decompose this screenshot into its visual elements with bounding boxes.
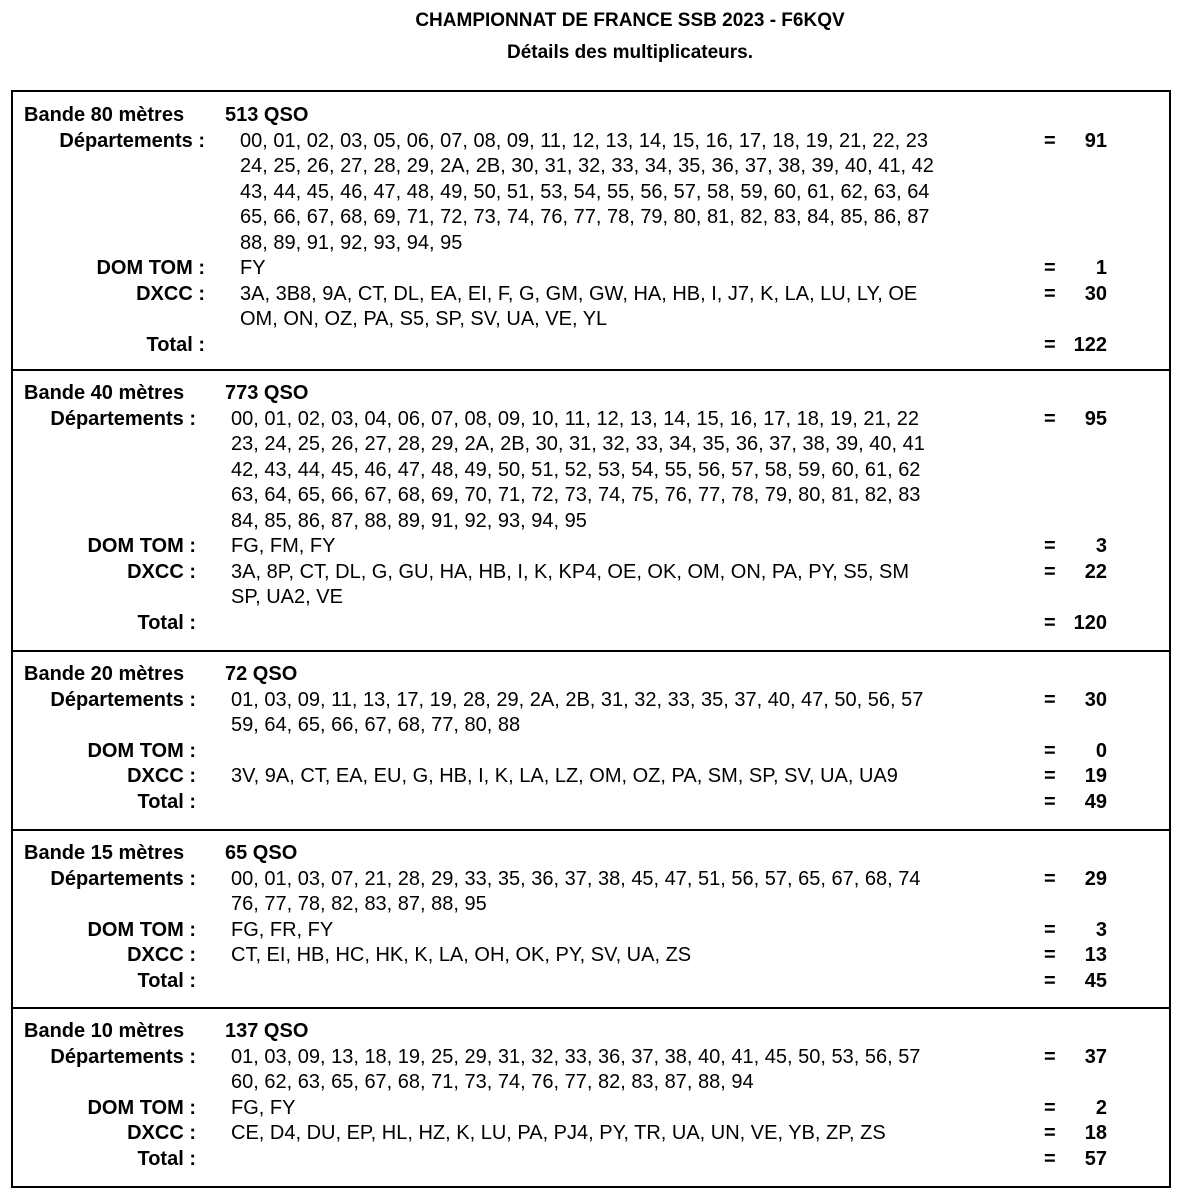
domtom-count: 3 — [1095, 535, 1107, 557]
domtom-count: 2 — [1095, 1096, 1107, 1119]
departements-values: 59, 64, 65, 66, 67, 68, 77, 80, 88 — [231, 714, 521, 736]
departements-values: 00, 01, 03, 07, 21, 28, 29, 33, 35, 36, 37, 38, 45, 47, 51, 56, 57, 65, 67, 68, 74 — [231, 867, 921, 890]
departements-values: 65, 66, 67, 68, 69, 71, 72, 73, 74, 76, 77, 78, 79, 80, 81, 82, 83, 84, 85, 86, 87 — [240, 206, 930, 228]
table-row — [13, 1147, 1169, 1172]
departements-values: 88, 89, 91, 92, 93, 94, 95 — [240, 231, 463, 254]
equals-sign: = — [1044, 867, 1056, 890]
table-row — [13, 458, 1169, 483]
dxcc-values: CT, EI, HB, HC, HK, K, LA, OH, OK, PY, SV, UA, ZS — [231, 944, 692, 966]
equals-sign: = — [1044, 1096, 1056, 1119]
band-section — [11, 651, 1171, 831]
domtom-values: FY — [240, 257, 266, 279]
departements-count: 95 — [1084, 407, 1107, 430]
departements-count: 29 — [1084, 867, 1107, 890]
qso-count: 513 QSO — [225, 104, 309, 126]
domtom-values: FG, FR, FY — [231, 918, 334, 941]
departements-values: 42, 43, 44, 45, 46, 47, 48, 49, 50, 51, 52, 53, 54, 55, 56, 57, 58, 59, 60, 61, 62 — [231, 458, 921, 481]
table-row — [13, 867, 1169, 892]
departements-values: 63, 64, 65, 66, 67, 68, 69, 70, 71, 72, 73, 74, 75, 76, 77, 78, 79, 80, 81, 82, 83 — [231, 484, 921, 506]
table-row — [13, 611, 1169, 636]
departements-count: 30 — [1084, 688, 1107, 711]
equals-sign: = — [1044, 333, 1056, 356]
departements-values: 76, 77, 78, 82, 83, 87, 88, 95 — [231, 893, 487, 915]
table-row — [13, 180, 1169, 205]
qso-count: 137 QSO — [225, 1020, 309, 1042]
table-row — [13, 154, 1169, 179]
band-name: Bande 10 mètres — [24, 1020, 185, 1042]
qso-count: 65 QSO — [225, 842, 298, 864]
departements-label: Départements : — [50, 407, 196, 430]
table-row — [13, 1070, 1169, 1095]
equals-sign: = — [1044, 611, 1056, 634]
band-section — [11, 370, 1171, 652]
total-count: 57 — [1084, 1147, 1107, 1170]
table-row — [13, 381, 1169, 406]
equals-sign: = — [1044, 739, 1056, 762]
dxcc-count: 19 — [1084, 765, 1107, 787]
equals-sign: = — [1044, 282, 1056, 305]
table-row — [13, 333, 1169, 358]
domtom-count: 1 — [1095, 257, 1107, 279]
domtom-label: DOM TOM : — [87, 739, 196, 762]
domtom-label: DOM TOM : — [87, 1096, 196, 1119]
table-row — [13, 534, 1169, 559]
band-name: Bande 80 mètres — [24, 104, 185, 126]
table-row — [13, 892, 1169, 917]
equals-sign: = — [1044, 560, 1056, 583]
table-row — [13, 483, 1169, 508]
equals-sign: = — [1044, 1122, 1056, 1144]
equals-sign: = — [1044, 535, 1056, 557]
total-label: Total : — [137, 969, 196, 992]
table-row — [13, 560, 1169, 585]
domtom-values: FG, FY — [231, 1096, 296, 1119]
equals-sign: = — [1044, 688, 1056, 711]
table-row — [13, 764, 1169, 789]
page-subtitle: Détails des multiplicateurs. — [506, 42, 754, 63]
table-row — [13, 1045, 1169, 1070]
departements-values: 23, 24, 25, 26, 27, 28, 29, 2A, 2B, 30, 31, 32, 33, 34, 35, 36, 37, 38, 39, 40, 41 — [231, 433, 925, 455]
total-label: Total : — [137, 1147, 196, 1170]
qso-count: 72 QSO — [225, 663, 298, 685]
table-row — [13, 432, 1169, 457]
domtom-label: DOM TOM : — [96, 257, 205, 279]
dxcc-values: CE, D4, DU, EP, HL, HZ, K, LU, PA, PJ4, PY, TR, UA, UN, VE, YB, ZP, ZS — [231, 1122, 886, 1144]
domtom-count: 0 — [1095, 739, 1107, 762]
table-row — [13, 509, 1169, 534]
departements-count: 91 — [1084, 129, 1107, 152]
table-row — [13, 585, 1169, 610]
table-row — [13, 1096, 1169, 1121]
departements-values: 01, 03, 09, 11, 13, 17, 19, 28, 29, 2A, 2B, 31, 32, 33, 35, 37, 40, 47, 50, 56, 57 — [231, 688, 924, 711]
table-row — [13, 205, 1169, 230]
table-row — [13, 943, 1169, 968]
table-row — [13, 103, 1169, 128]
table-row — [13, 918, 1169, 943]
total-count: 45 — [1084, 969, 1107, 992]
dxcc-label: DXCC : — [127, 1122, 196, 1144]
table-row — [13, 129, 1169, 154]
equals-sign: = — [1044, 790, 1056, 813]
qso-count: 773 QSO — [225, 382, 309, 404]
equals-sign: = — [1044, 129, 1056, 152]
table-row — [13, 739, 1169, 764]
table-row — [13, 1019, 1169, 1044]
dxcc-values: SP, UA2, VE — [231, 586, 343, 608]
table-row — [13, 231, 1169, 256]
band-section — [11, 1008, 1171, 1188]
total-count: 122 — [1073, 333, 1107, 356]
band-name: Bande 40 mètres — [24, 382, 185, 404]
equals-sign: = — [1044, 1045, 1056, 1068]
table-row — [13, 1121, 1169, 1146]
dxcc-values: 3A, 8P, CT, DL, G, GU, HA, HB, I, K, KP4, OE, OK, OM, ON, PA, PY, S5, SM — [231, 560, 909, 583]
departements-label: Départements : — [59, 129, 205, 152]
dxcc-count: 22 — [1084, 560, 1107, 583]
equals-sign: = — [1044, 918, 1056, 941]
table-row — [13, 662, 1169, 687]
total-count: 49 — [1084, 790, 1107, 813]
domtom-values: FG, FM, FY — [231, 535, 336, 557]
table-row — [13, 256, 1169, 281]
table-row — [13, 713, 1169, 738]
departements-values: 84, 85, 86, 87, 88, 89, 91, 92, 93, 94, 95 — [231, 509, 587, 532]
domtom-label: DOM TOM : — [87, 918, 196, 941]
total-label: Total : — [146, 333, 205, 356]
equals-sign: = — [1044, 969, 1056, 992]
table-row — [13, 841, 1169, 866]
band-section — [11, 830, 1171, 1009]
departements-values: 24, 25, 26, 27, 28, 29, 2A, 2B, 30, 31, 32, 33, 34, 35, 36, 37, 38, 39, 40, 41, 42 — [240, 155, 934, 177]
table-row — [13, 790, 1169, 815]
equals-sign: = — [1044, 257, 1056, 279]
band-name: Bande 20 mètres — [24, 663, 185, 685]
table-row — [13, 282, 1169, 307]
departements-values: 00, 01, 02, 03, 04, 06, 07, 08, 09, 10, 11, 12, 13, 14, 15, 16, 17, 18, 19, 21, 22 — [231, 407, 919, 430]
dxcc-values: 3A, 3B8, 9A, CT, DL, EA, EI, F, G, GM, GW, HA, HB, I, J7, K, LA, LU, LY, OE — [240, 282, 918, 305]
equals-sign: = — [1044, 407, 1056, 430]
total-label: Total : — [137, 611, 196, 634]
table-row — [13, 307, 1169, 332]
dxcc-label: DXCC : — [127, 765, 196, 787]
band-section — [11, 90, 1171, 371]
departements-values: 43, 44, 45, 46, 47, 48, 49, 50, 51, 53, 54, 55, 56, 57, 58, 59, 60, 61, 62, 63, 64 — [240, 180, 930, 203]
table-row — [13, 969, 1169, 994]
domtom-count: 3 — [1095, 918, 1107, 941]
dxcc-values: 3V, 9A, CT, EA, EU, G, HB, I, K, LA, LZ, OM, OZ, PA, SM, SP, SV, UA, UA9 — [231, 765, 898, 787]
departements-label: Départements : — [50, 1045, 196, 1068]
total-count: 120 — [1073, 611, 1107, 634]
dxcc-label: DXCC : — [136, 282, 205, 305]
departements-values: 01, 03, 09, 13, 18, 19, 25, 29, 31, 32, 33, 36, 37, 38, 40, 41, 45, 50, 53, 56, 57 — [231, 1045, 921, 1068]
dxcc-label: DXCC : — [127, 560, 196, 583]
domtom-label: DOM TOM : — [87, 535, 196, 557]
page-title: CHAMPIONNAT DE FRANCE SSB 2023 - F6KQV — [415, 10, 845, 31]
equals-sign: = — [1044, 944, 1056, 966]
dxcc-values: OM, ON, OZ, PA, S5, SP, SV, UA, VE, YL — [240, 308, 608, 330]
departements-values: 00, 01, 02, 03, 05, 06, 07, 08, 09, 11, 12, 13, 14, 15, 16, 17, 18, 19, 21, 22, 23 — [240, 129, 928, 152]
dxcc-count: 13 — [1084, 944, 1107, 966]
dxcc-count: 18 — [1084, 1122, 1107, 1144]
table-row — [13, 688, 1169, 713]
dxcc-count: 30 — [1084, 282, 1107, 305]
dxcc-label: DXCC : — [127, 944, 196, 966]
band-name: Bande 15 mètres — [24, 842, 185, 864]
equals-sign: = — [1044, 1147, 1056, 1170]
total-label: Total : — [137, 790, 196, 813]
equals-sign: = — [1044, 765, 1056, 787]
departements-values: 60, 62, 63, 65, 67, 68, 71, 73, 74, 76, 77, 82, 83, 87, 88, 94 — [231, 1071, 754, 1093]
departements-count: 37 — [1084, 1045, 1107, 1068]
departements-label: Départements : — [50, 688, 196, 711]
table-row — [13, 407, 1169, 432]
departements-label: Départements : — [50, 867, 196, 890]
